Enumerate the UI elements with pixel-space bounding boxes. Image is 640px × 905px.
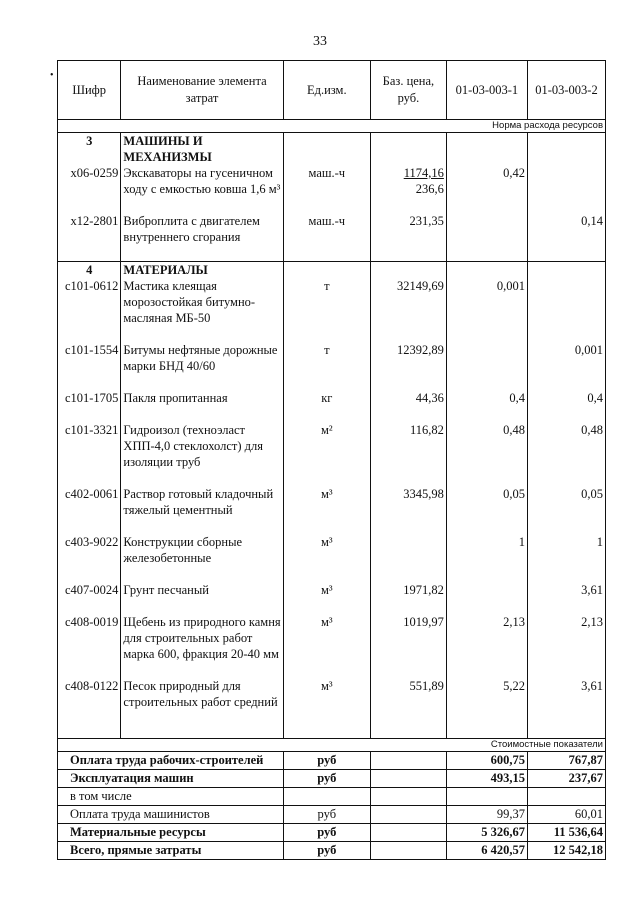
table-row (58, 342, 606, 374)
price-value: 1019,97 (403, 615, 444, 629)
norm-col1 (446, 342, 527, 374)
empty-cell (58, 710, 121, 726)
price-value: 116,82 (409, 423, 444, 437)
table-row (58, 213, 606, 245)
empty-cell (58, 662, 121, 678)
empty-cell (121, 470, 283, 486)
summary-unit: руб (283, 842, 370, 860)
empty-cell (527, 518, 605, 534)
table-row (58, 582, 606, 598)
empty-cell (370, 662, 446, 678)
row-spacer (58, 406, 606, 422)
summary-row (58, 788, 606, 806)
resource-unit: т (283, 278, 370, 326)
section-number: 4 (58, 262, 121, 279)
empty-cell (283, 566, 370, 582)
table-row (58, 278, 606, 326)
empty-cell (121, 518, 283, 534)
section-title: МАТЕРИАЛЫ (121, 262, 283, 279)
section-number: 3 (58, 133, 121, 166)
summary-label: Всего, прямые затраты (58, 842, 284, 860)
table-row (58, 422, 606, 470)
resource-code: х06-0259 (58, 165, 121, 197)
resource-unit: м³ (283, 614, 370, 662)
resource-name: Мастика клеящая морозостойкая битумно-масляная МБ-50 (121, 278, 283, 326)
resource-code: с407-0024 (58, 582, 121, 598)
price-value: 231,35 (409, 214, 444, 228)
summary-row (58, 806, 606, 824)
empty-cell (58, 245, 121, 262)
resource-code: с402-0061 (58, 486, 121, 518)
resource-code: с408-0019 (58, 614, 121, 662)
empty-cell (283, 518, 370, 534)
summary-col1: 99,37 (446, 806, 527, 824)
resource-price (370, 342, 446, 374)
empty-cell (446, 262, 527, 279)
empty-cell (58, 374, 121, 390)
resource-price (370, 486, 446, 518)
header-code: Шифр (58, 61, 121, 120)
empty-cell (121, 566, 283, 582)
empty-cell (446, 598, 527, 614)
summary-label: Эксплуатация машин (58, 770, 284, 788)
resource-code: с101-3321 (58, 422, 121, 470)
row-spacer (58, 662, 606, 678)
empty-cell (283, 662, 370, 678)
summary-col1 (446, 788, 527, 806)
price-value: 3345,98 (403, 487, 444, 501)
empty-cell (446, 710, 527, 726)
empty-cell (446, 245, 527, 262)
norm-col1: 0,48 (446, 422, 527, 470)
norm-col2: 3,61 (527, 678, 605, 710)
resource-code: с101-1705 (58, 390, 121, 406)
empty-cell (370, 470, 446, 486)
resource-unit: м³ (283, 486, 370, 518)
summary-row (58, 770, 606, 788)
empty-cell (446, 406, 527, 422)
summary-col1: 600,75 (446, 752, 527, 770)
empty-cell (58, 406, 121, 422)
resource-unit: м³ (283, 582, 370, 598)
summary-unit: руб (283, 824, 370, 842)
resource-price (370, 278, 446, 326)
summary-col2 (527, 788, 605, 806)
empty-cell (527, 406, 605, 422)
empty-cell (446, 197, 527, 213)
row-spacer (58, 710, 606, 726)
norm-col2: 0,001 (527, 342, 605, 374)
empty-cell (283, 726, 370, 739)
empty-cell (370, 598, 446, 614)
section-header (58, 262, 606, 279)
empty-cell (283, 245, 370, 262)
empty-cell (370, 374, 446, 390)
empty-cell (283, 598, 370, 614)
resource-unit: м² (283, 422, 370, 470)
empty-cell (58, 566, 121, 582)
resource-name: Песок природный для строительных работ средний (121, 678, 283, 710)
empty-cell (370, 566, 446, 582)
summary-label: Оплата труда машинистов (58, 806, 284, 824)
empty-cell (370, 262, 446, 279)
empty-cell (527, 326, 605, 342)
empty-cell (58, 598, 121, 614)
summary-col2: 11 536,64 (527, 824, 605, 842)
empty-cell (121, 197, 283, 213)
summary-unit: руб (283, 752, 370, 770)
empty-cell (527, 710, 605, 726)
row-spacer (58, 245, 606, 262)
resource-unit: т (283, 342, 370, 374)
table-row (58, 165, 606, 197)
summary-col2: 237,67 (527, 770, 605, 788)
empty-cell (370, 806, 446, 824)
price-value: 44,36 (415, 391, 444, 405)
resource-unit: маш.-ч (283, 165, 370, 197)
price-value: 32149,69 (397, 279, 444, 293)
norm-col2 (527, 165, 605, 197)
summary-label: Оплата труда рабочих-строителей (58, 752, 284, 770)
resource-unit: м³ (283, 534, 370, 566)
summary-unit: руб (283, 806, 370, 824)
empty-cell (527, 566, 605, 582)
margin-mark: • (50, 70, 54, 81)
row-spacer (58, 326, 606, 342)
cost-subheader-text: Стоимостные показатели (58, 739, 606, 752)
empty-cell (370, 710, 446, 726)
resource-unit: кг (283, 390, 370, 406)
resource-name: Конструкции сборные железобетонные (121, 534, 283, 566)
page-number: 33 (313, 34, 327, 49)
summary-label: Материальные ресурсы (58, 824, 284, 842)
resource-price (370, 534, 446, 566)
resource-name: Раствор готовый кладочный тяжелый цементный (121, 486, 283, 518)
section-title: МАШИНЫ И МЕХАНИЗМЫ (121, 133, 283, 166)
price-value: 1971,82 (403, 583, 444, 597)
summary-row (58, 842, 606, 860)
empty-cell (370, 726, 446, 739)
summary-col1: 493,15 (446, 770, 527, 788)
empty-cell (370, 133, 446, 166)
empty-cell (283, 406, 370, 422)
norm-col2: 1 (527, 534, 605, 566)
empty-cell (283, 197, 370, 213)
resource-name: Щебень из природного камня для строительных работ марка 600, фракция 20-40 мм (121, 614, 283, 662)
header-col2: 01-03-003-2 (527, 61, 605, 120)
empty-cell (370, 406, 446, 422)
row-spacer (58, 197, 606, 213)
empty-cell (58, 197, 121, 213)
empty-cell (527, 197, 605, 213)
empty-cell (527, 262, 605, 279)
summary-unit (283, 788, 370, 806)
norm-col1: 0,001 (446, 278, 527, 326)
norm-col2: 0,05 (527, 486, 605, 518)
empty-cell (283, 262, 370, 279)
empty-cell (121, 326, 283, 342)
empty-cell (283, 326, 370, 342)
empty-cell (283, 374, 370, 390)
row-spacer (58, 598, 606, 614)
empty-cell (527, 133, 605, 166)
norm-col1 (446, 213, 527, 245)
summary-row (58, 752, 606, 770)
empty-cell (446, 326, 527, 342)
empty-cell (370, 518, 446, 534)
norm-col2: 0,48 (527, 422, 605, 470)
resource-price (370, 678, 446, 710)
norm-col1: 0,42 (446, 165, 527, 197)
empty-cell (527, 726, 605, 739)
summary-col1: 5 326,67 (446, 824, 527, 842)
empty-cell (121, 374, 283, 390)
norm-subheader (58, 120, 606, 133)
summary-col2: 767,87 (527, 752, 605, 770)
summary-unit: руб (283, 770, 370, 788)
cost-subheader (58, 739, 606, 752)
empty-cell (58, 470, 121, 486)
empty-cell (121, 710, 283, 726)
resource-name: Экскаваторы на гусеничном ходу с емкостью ковша 1,6 м³ (121, 165, 283, 197)
summary-col1: 6 420,57 (446, 842, 527, 860)
empty-cell (527, 374, 605, 390)
norm-col2: 0,4 (527, 390, 605, 406)
norm-col1: 0,05 (446, 486, 527, 518)
header-unit: Ед.изм. (283, 61, 370, 120)
empty-cell (121, 598, 283, 614)
empty-cell (121, 726, 283, 739)
table-end (58, 726, 606, 739)
summary-label: в том числе (58, 788, 284, 806)
empty-cell (121, 662, 283, 678)
norm-col2: 2,13 (527, 614, 605, 662)
empty-cell (121, 406, 283, 422)
empty-cell (370, 788, 446, 806)
empty-cell (370, 770, 446, 788)
resource-code: с403-9022 (58, 534, 121, 566)
resource-price (370, 614, 446, 662)
resource-code: с408-0122 (58, 678, 121, 710)
empty-cell (370, 842, 446, 860)
empty-cell (527, 598, 605, 614)
empty-cell (121, 245, 283, 262)
resource-name: Грунт песчаный (121, 582, 283, 598)
empty-cell (283, 133, 370, 166)
empty-cell (446, 518, 527, 534)
norm-col2: 3,61 (527, 582, 605, 598)
empty-cell (446, 662, 527, 678)
resource-code: с101-0612 (58, 278, 121, 326)
empty-cell (527, 662, 605, 678)
empty-cell (527, 470, 605, 486)
table-row (58, 678, 606, 710)
resource-price (370, 390, 446, 406)
resource-code: с101-1554 (58, 342, 121, 374)
row-spacer (58, 470, 606, 486)
header-base-price: Баз. цена, руб. (370, 61, 446, 120)
empty-cell (527, 245, 605, 262)
resource-name: Виброплита с двигателем внутреннего сгорания (121, 213, 283, 245)
empty-cell (58, 726, 121, 739)
norm-col2 (527, 278, 605, 326)
empty-cell (283, 710, 370, 726)
empty-cell (370, 197, 446, 213)
resource-price (370, 165, 446, 197)
norm-col1: 5,22 (446, 678, 527, 710)
empty-cell (283, 470, 370, 486)
empty-cell (58, 518, 121, 534)
summary-col2: 60,01 (527, 806, 605, 824)
empty-cell (446, 566, 527, 582)
resource-price (370, 582, 446, 598)
empty-cell (370, 752, 446, 770)
row-spacer (58, 518, 606, 534)
resource-code: х12-2801 (58, 213, 121, 245)
norm-col1: 1 (446, 534, 527, 566)
summary-col2: 12 542,18 (527, 842, 605, 860)
row-spacer (58, 566, 606, 582)
price-value: 12392,89 (397, 343, 444, 357)
header-col1: 01-03-003-1 (446, 61, 527, 120)
table-row (58, 614, 606, 662)
table-row (58, 486, 606, 518)
empty-cell (446, 470, 527, 486)
price-value: 1174,16 (403, 166, 444, 180)
resource-name: Пакля пропитанная (121, 390, 283, 406)
resource-unit: маш.-ч (283, 213, 370, 245)
norm-col1: 2,13 (446, 614, 527, 662)
empty-cell (370, 326, 446, 342)
empty-cell (446, 726, 527, 739)
resource-unit: м³ (283, 678, 370, 710)
summary-row (58, 824, 606, 842)
price-value-secondary: 236,6 (415, 182, 444, 196)
resource-price (370, 213, 446, 245)
norm-col1: 0,4 (446, 390, 527, 406)
norm-subheader-text: Норма расхода ресурсов (58, 120, 606, 133)
resource-name: Битумы нефтяные дорожные марки БНД 40/60 (121, 342, 283, 374)
empty-cell (370, 245, 446, 262)
norm-col1 (446, 582, 527, 598)
resource-table (57, 60, 606, 860)
table-row (58, 390, 606, 406)
section-header (58, 133, 606, 166)
resource-price (370, 422, 446, 470)
empty-cell (58, 326, 121, 342)
resource-name: Гидроизол (техноэласт ХПП-4,0 стеклохолст) для изоляции труб (121, 422, 283, 470)
empty-cell (446, 374, 527, 390)
table-header (58, 61, 606, 120)
row-spacer (58, 374, 606, 390)
price-value: 551,89 (409, 679, 444, 693)
empty-cell (370, 824, 446, 842)
norm-col2: 0,14 (527, 213, 605, 245)
table-row (58, 534, 606, 566)
header-name: Наименование элемента затрат (121, 61, 283, 120)
empty-cell (446, 133, 527, 166)
